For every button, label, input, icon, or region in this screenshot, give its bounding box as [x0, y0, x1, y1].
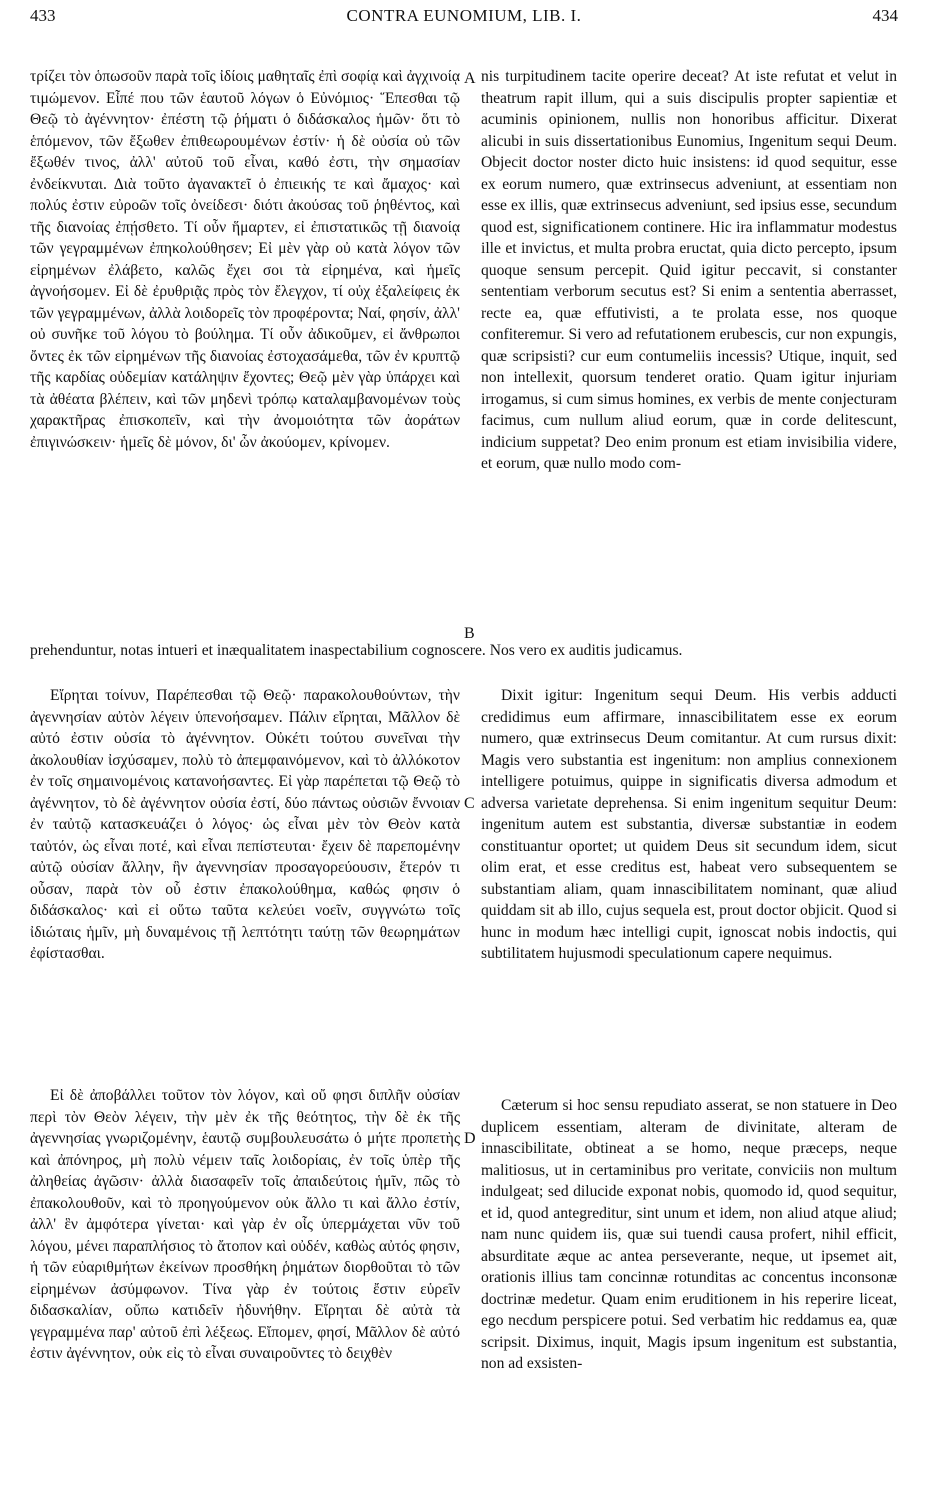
greek-paragraph-2: Εἴρηται τοίνυν, Παρέπεσθαι τῷ Θεῷ· παρακολουθούντων, τὴν ἀγεννησίαν αὐτὸν λέγειν ὑπενοήσαμεν. Πάλιν εἴρηται, Μᾶλλον δὲ αὐτό ἐστιν οὐσία τὸ ἀγέννητον. Οὐκέτι τούτου συνεῖναι τὴν ἀκολουθίαν ἰσχύσαμεν, πολὺ τὸ ἀπεμφαινόμενον, καὶ τὸ ἀλλόκοτον ἐν τοῖς σημαινομένοις κατανοήσαντες. Εἰ γὰρ παρέπεται τῷ Θεῷ τὸ ἀγέννητον, τὸ δὲ ἀγέννητον οὐσία ἐστί, δύο πάντως οὐσιῶν ἔννοιαν ἐν ταὐτῷ κατασκευάζει ὁ λόγος· ὡς εἶναι μὲν τὸν Θεὸν κατὰ ταὐτόν, ὡς εἶναι ποτέ, καὶ εἶναι πεπίστευται· ἔχειν δὲ παρεπομένην αὐτῷ οὐσίαν ἄλλην, ἣν ἀγεννησίαν προσαγορεύουσιν, ἕτερόν τι οὖσαν, παρὰ τὸν οὗ ἐστιν ἐπακολούθημα, καθώς φησιν ὁ διδάσκαλος· καὶ εἰ οὕτω ταῦτα κελεύει νοεῖν, συγγνώτω τοῖς ἰδιώταις ἡμῖν, μὴ δυναμένοις τῇ λεπτότητι ταύτῃ τῶν θεωρημάτων ἐφίστασθαι. — [30, 687, 460, 962]
latin-column-2 — [481, 685, 897, 965]
greek-paragraph-3: Εἰ δὲ ἀποβάλλει τοῦτον τὸν λόγον, καὶ οὔ φησι διπλῆν οὐσίαν περὶ τὸν Θεὸν λέγειν, τὴν μὲν ἐκ τῆς θεότητος, τὴν δὲ ἐκ τῆς ἀγεννησίας γνωριζομένην, ἑαυτῷ συμβουλευσάτω ὁ μήτε προπετὴς καὶ ἀπόνηρος, μὴ πολὺ νέμειν ταῖς λοιδορίαις, ἐν τοῖς ὑπὲρ τῆς ἀληθείας ἀγῶσιν· ἀλλὰ διασαφεῖν τοῖς ἀπαιδεύτοις ἡμῖν, πῶς τὸ ἐπακολουθοῦν, καὶ τὸ προηγούμενον οὐκ ἄλλο τι καὶ ἄλλο ἐστίν, ἀλλ' ἓν ἀμφότερα γίνεται· καὶ γὰρ ἐν οἷς ὑπερμάχεται νῦν τοῦ λόγου, μένει παραπλήσιος τὸ ἄτοπον καὶ οὐδέν, καθὼς αὐτός φησιν, ἡ τῶν εὐαριθμήτων ἐκείνων προσθήκη ῥημάτων διορθοῦται τὸ τῶν εἰρημένων ἀσύμφωνον. Τίνα γὰρ ἐν τούτοις ἔστιν εὑρεῖν διδασκαλίαν, οὔπω κατιδεῖν ἠδυνήθην. Εἴρηται δὲ αὐτὰ τὰ γεγραμμένα παρ' αὐτοῦ ἐπὶ λέξεως. Εἴπομεν, φησί, Μᾶλλον δὲ αὐτό ἐστιν ἀγέννητον, οὐκ εἰς τὸ εἶναι συναιροῦντες τὸ δειχθὲν — [30, 1087, 460, 1362]
margin-marker-c: C — [464, 795, 475, 812]
latin-column-1 — [481, 66, 897, 475]
page-number-left: 433 — [30, 6, 56, 25]
margin-marker-a: A — [464, 70, 476, 87]
margin-marker-d: D — [464, 1130, 476, 1147]
page-header — [30, 6, 898, 30]
page-number-right: 434 — [872, 6, 898, 25]
latin-column-3 — [481, 1095, 897, 1375]
latin-paragraph-1: nis turpitudinem tacite operire deceat? At iste refutat et velut in theatrum rapit illum, qui a suis discipulis propter sapientiæ et acuminis opinionem, nullis non honoribus afficitur. Dixerat alicubi in suis dissertationibus Eunomius, Ingenitum sequi Deum. Objecit doctor noster dicto huic insistens: id quod sequitur, esse ex eorum numero, quæ extrinsecus adveniunt, at essentiam non esse ex illis, quæ extrinsecus adveniunt, sed ipsius esse, secundum quod est, significationem continere. Hic ira inflammatur modestus ille et invictus, et multa probra eructat, quia dicto percepto, ipsum quoque sensum percepit. Quid igitur peccavit, si constanter sententiam verborum secutus est? Si enim a sententia aberrasset, recte ea, quæ effutivisti, a te prolata esse, nos quoque confiteremur. Si vero ad refutationem erubescis, cur non expungis, quæ scripsisti? cur eum contumeliis incessis? Utique, inquit, sed non intellexit, quorsum tenderet oratio. Quam igitur injuriam irrogamus, si cum simus homines, ex verbis de mente conjecturam facimus, cum nullum aliud eorum, quæ in corde delitescunt, indicium suppetat? Deo enim pronum est etiam invisibilia videre, et eorum, quæ nullo modo com- — [481, 68, 897, 472]
greek-column-3 — [30, 1085, 460, 1365]
running-title: CONTRA EUNOMIUM, LIB. I. — [346, 6, 582, 25]
latin-paragraph-2: Dixit igitur: Ingenitum sequi Deum. His verbis adducti credidimus eum affirmare, innascibilitatem esse ex eorum numero, quæ extrinsecus Deum comitantur. At cum rursus dixit: Magis vero substantia est ingenitum: non amplius connexionem intelligere potuimus, quippe in significatis diversa admodum et adversa varietate deprehensa. Si enim ingenitum sequitur Deum: ingenitum autem est substantia, diversæ substantiæ in eodem constituantur oportet; ut quidem Deus sit secundum idem, sicut olim erat, et esse creditus est, habeat vero subsequentem se substantiam aliam, quam innascibilitatem nominant, quæ aliud quiddam sit ab illo, cujus sequela est, prout doctor objicit. Quod si hunc in modum hæc intelligi cupit, ignoscat nobis indoctis, qui subtilitatem hujusmodi speculationum capere nequimus. — [481, 687, 897, 962]
latin-paragraph-3: Cæterum si hoc sensu repudiato asserat, se non statuere in Deo duplicem essentiam, alteram de divinitate, alteram de innascibilitate, obtineat a se homo, neque præceps, neque malitiosus, ut in certaminibus pro veritate, conviciis non multum indulgeat; sed dilucide exponat nobis, quomodo id, quod sequitur, et id, quod antegreditur, sint unum et idem, non aliud atque aliud; nam nunc quidem iis, quæ sui tuendi causa profert, nihil efficit, absurditate æque ac antea perseverante, neque, ut ipsemet ait, orationis illius tam concinnæ rotunditas ac concentus inconsonæ doctrinæ medetur. Quam enim eruditionem in his reperire liceat, ego necdum perspicere potui. Sed verbatim hic reddamus ea, quæ scripsit. Diximus, inquit, Magis ipsum ingenitum est substantia, non ad exsisten- — [481, 1097, 897, 1372]
greek-column-2 — [30, 685, 460, 965]
greek-column-1 — [30, 66, 460, 453]
margin-marker-b: B — [464, 625, 475, 642]
greek-paragraph-1: τρίζει τὸν ὁπωσοῦν παρὰ τοῖς ἰδίοις μαθηταῖς ἐπὶ σοφίᾳ καὶ ἀγχινοίᾳ τιμώμενον. Εἶπέ που τῶν ἑαυτοῦ λόγων ὁ Εὐνόμιος· Ἕπεσθαι τῷ Θεῷ τὸ ἀγέννητον· ἐπέστη τῷ ῥήματι ὁ διδάσκαλος ἡμῶν· ὅτι τὸ ἑπόμενον, τῶν ἔξωθεν ἐπιθεωρουμένων ἐστίν· ἡ δὲ οὐσία οὐ τῶν ἔξωθέν τινος, ἀλλ' αὐτοῦ τοῦ εἶναι, καθό ἐστι, τὴν σημασίαν ἐνδείκνυται. Διὰ τοῦτο ἀγανακτεῖ ὁ ἐπιεικής τε καὶ ἄμαχος· καὶ πολύς ἐστιν εὐροῶν τοῖς ὀνείδεσι· διότι ἀκούσας τοῦ ῥηθέντος, καὶ τῆς διανοίας ἐπῄσθετο. Τί οὖν ἥμαρτεν, εἰ ἐπιστατικῶς τῇ διανοίᾳ τῶν γεγραμμένων ἐπηκολούθησεν; Εἰ μὲν γὰρ οὐ κατὰ λόγον τῶν εἰρημένων ἐλάβετο, καλῶς ἔχει σοι τὰ εἰρημένα, καὶ ἡμεῖς ἀγνοήσομεν. Εἰ δὲ ἐρυθριᾷς πρὸς τὸν ἔλεγχον, τί οὐχ ἐξαλείφεις ἐκ τῶν γεγραμμένων, ἀλλὰ λοιδορεῖς τὸν προφέροντα; Ναί, φησίν, ἀλλ' οὐ συνῆκε τοῦ λόγου τὸ βούλημα. Τί οὖν ἀδικοῦμεν, εἰ ἄνθρωποι ὄντες ἐκ τῶν εἰρημένων τῆς διανοίας ἐστοχασάμεθα, τῶν ἐν κρυπτῷ τῆς καρδίας οὐδεμίαν κατάληψιν ἔχοντες; Θεῷ μὲν γὰρ ὑπάρχει καὶ τὰ ἀθέατα βλέπειν, καὶ τῶν μηδενὶ τρόπῳ καταλαμβανομένων τοὺς χαρακτῆρας ἐπισκοπεῖν, καὶ τὴν ἀνομοιότητα τῶν ἀοράτων ἐπιγινώσκειν· ἡμεῖς δὲ μόνον, δι' ὧν ἀκούομεν, κρίνομεν. — [30, 68, 460, 451]
latin-spanning-text: prehenduntur, notas intueri et inæqualitatem inaspectabilium cognoscere. Nos vero ex auditis judicamus. — [30, 642, 683, 659]
